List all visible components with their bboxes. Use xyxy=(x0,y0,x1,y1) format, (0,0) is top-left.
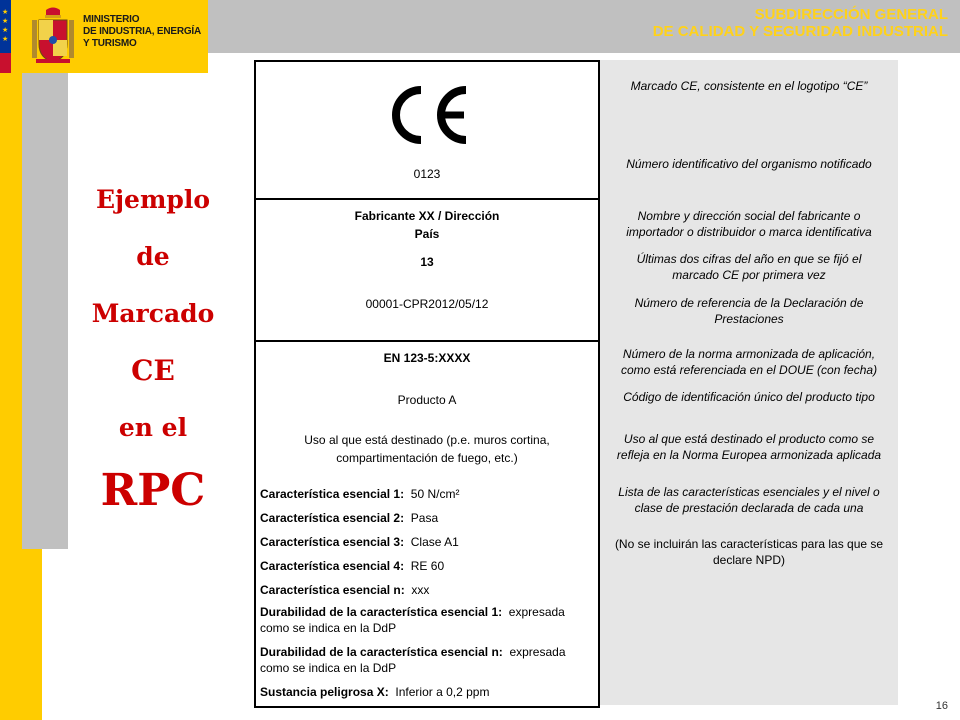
durability-value: expresada xyxy=(508,605,565,619)
characteristic-value: Clase A1 xyxy=(410,535,459,549)
substance-name: Sustancia peligrosa X: xyxy=(260,685,389,699)
description-item xyxy=(600,484,898,516)
label-section-mark xyxy=(256,62,598,200)
substance-value: Inferior a 0,2 ppm xyxy=(395,685,490,699)
ce-logo-icon xyxy=(384,84,472,146)
title-line-5: en el xyxy=(118,413,188,442)
characteristic-value: 50 N/cm² xyxy=(410,487,460,501)
description-line: Prestaciones xyxy=(714,312,784,326)
durability-row xyxy=(260,644,566,660)
characteristic-name: Característica esencial n: xyxy=(260,583,405,597)
title-line-4: CE xyxy=(131,354,175,387)
durability-row xyxy=(260,604,565,620)
product-code: Producto A xyxy=(397,393,457,407)
harmonised-standard: EN 123-5:XXXX xyxy=(383,351,471,365)
description-line: marcado CE por primera vez xyxy=(672,268,826,282)
subdirection-line-2: DE CALIDAD Y SEGURIDAD INDUSTRIAL xyxy=(652,23,948,40)
description-item xyxy=(600,251,898,283)
durability-name: Durabilidad de la característica esencial 1: xyxy=(260,605,503,619)
characteristic-row xyxy=(260,510,438,526)
year-digits: 13 xyxy=(420,255,434,269)
characteristic-row xyxy=(260,582,429,598)
durability-name: Durabilidad de la característica esencial n: xyxy=(260,645,503,659)
manufacturer-line-1: Fabricante XX / Dirección xyxy=(354,209,500,223)
description-item xyxy=(600,389,898,405)
description-item xyxy=(600,78,898,94)
description-line: clase de prestación declarada de cada una xyxy=(634,501,864,515)
description-item xyxy=(600,431,898,463)
description-line: Lista de las características esenciales y el nivel o xyxy=(618,485,880,499)
characteristic-value: Pasa xyxy=(410,511,439,525)
subdirection-line-1: SUBDIRECCIÓN GENERAL xyxy=(754,6,948,23)
characteristic-row xyxy=(260,534,459,550)
characteristic-row xyxy=(260,486,459,502)
description-item xyxy=(600,156,898,172)
description-item xyxy=(600,208,898,240)
description-line: Uso al que está destinado el producto como se xyxy=(623,432,875,446)
characteristic-name: Característica esencial 3: xyxy=(260,535,405,549)
slide-title xyxy=(68,185,238,516)
description-item xyxy=(600,346,898,378)
intended-use-line-1: Uso al que está destinado (p.e. muros cortina, xyxy=(304,433,550,447)
description-line: Marcado CE, consistente en el logotipo “CE” xyxy=(630,79,868,93)
title-line-1: Ejemplo xyxy=(95,185,211,214)
dangerous-substance-row xyxy=(260,684,489,700)
ministry-line-3: Y TURISMO xyxy=(83,38,137,49)
characteristic-value: xxx xyxy=(411,583,430,597)
title-line-3: Marcado xyxy=(91,299,215,328)
description-item xyxy=(600,536,898,568)
description-line: Número de la norma armonizada de aplicación, xyxy=(622,347,876,361)
description-line: Número identificativo del organismo notificado xyxy=(626,157,872,171)
manufacturer-line-2: País xyxy=(414,227,440,241)
description-line: (No se incluirán las características para las que se xyxy=(614,537,884,551)
description-line: Código de identificación único del producto tipo xyxy=(623,390,875,404)
description-line: importador o distribuidor o marca identificativa xyxy=(626,225,872,239)
characteristic-name: Característica esencial 4: xyxy=(260,559,405,573)
description-panel xyxy=(600,60,898,705)
durability-row-continuation: como se indica en la DdP xyxy=(260,621,397,635)
title-line-6: RPC xyxy=(100,465,206,516)
description-line: Últimas dos cifras del año en que se fijó el xyxy=(636,252,862,266)
coat-of-arms-icon xyxy=(30,6,76,68)
description-line: declare NPD) xyxy=(712,553,786,567)
notified-body-number: 0123 xyxy=(413,167,441,181)
left-grey-block xyxy=(22,73,68,549)
ministry-name xyxy=(83,14,201,50)
description-item xyxy=(600,295,898,327)
intended-use-line-2: compartimentación de fuego, etc.) xyxy=(336,451,518,465)
dop-reference: 00001-CPR2012/05/12 xyxy=(365,297,489,311)
description-line: refleja en la Norma Europea armonizada aplicada xyxy=(616,448,882,462)
label-section-manufacturer xyxy=(256,200,598,342)
description-line: Nombre y dirección social del fabricante o xyxy=(637,209,861,223)
description-line: como está referenciada en el DOUE (con fecha) xyxy=(620,363,878,377)
durability-value: expresada xyxy=(509,645,566,659)
eu-stars-icon: ★ ★ ★ ★ xyxy=(2,9,9,43)
ce-label xyxy=(254,60,600,708)
characteristic-row xyxy=(260,558,444,574)
page-number: 16 xyxy=(935,700,948,712)
characteristic-value: RE 60 xyxy=(410,559,445,573)
label-section-product xyxy=(256,342,598,706)
ministry-line-2: DE INDUSTRIA, ENERGÍA xyxy=(83,26,202,37)
description-line: Número de referencia de la Declaración de xyxy=(634,296,864,310)
durability-row-continuation: como se indica en la DdP xyxy=(260,661,397,675)
subdirection-title xyxy=(653,6,948,40)
ministry-logo xyxy=(0,0,208,73)
title-line-2: de xyxy=(136,242,170,271)
ministry-line-1: MINISTERIO xyxy=(83,14,140,25)
characteristic-name: Característica esencial 1: xyxy=(260,487,405,501)
characteristic-name: Característica esencial 2: xyxy=(260,511,405,525)
